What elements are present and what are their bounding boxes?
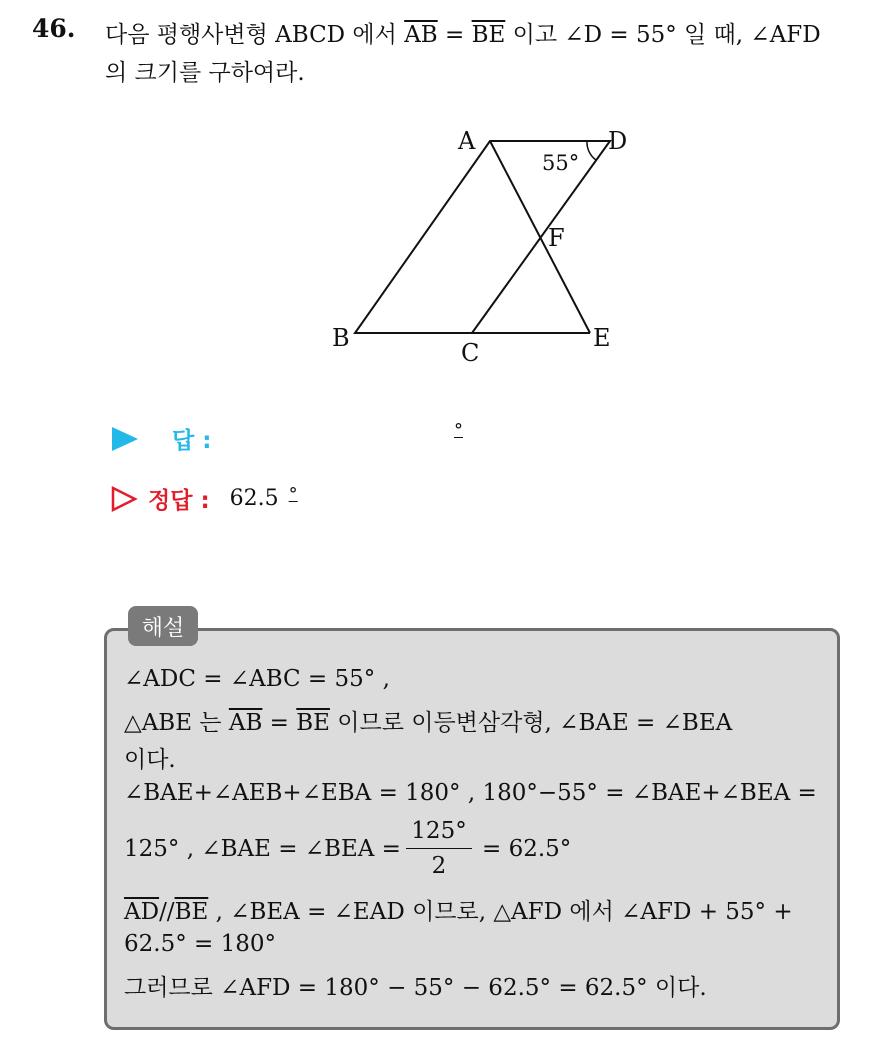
explanation-line-4: ∠BAE+∠AEB+∠EBA = 180° , 180°−55° = ∠BAE+∠BEA = [124,780,817,806]
correct-answer-row [110,482,298,515]
fraction-denominator: 2 [431,853,447,879]
explanation-l2-pre: △ABE 는 [124,710,229,736]
parallelogram-figure [320,118,640,378]
explanation-line-1: ∠ADC = ∠ABC = 55° , [124,666,390,692]
explanation-line-7: 62.5° = 180° [124,931,277,957]
correct-answer-label: 정답 : [148,488,210,514]
question-number: 46. [32,14,76,43]
question-text-post: 이고 ∠D = 55° 일 때, ∠AFD [505,22,821,48]
figure-svg [320,118,640,378]
fraction-125-over-2 [406,818,472,879]
explanation-l6-post: , ∠BEA = ∠EAD 이므로, △AFD 에서 ∠AFD + 55° + [208,899,793,925]
outline-arrow-icon [110,485,138,513]
explanation-l2-post: 이므로 이등변삼각형, ∠BAE = ∠BEA [329,710,733,736]
label-e: E [593,324,611,352]
explanation-line-5-post: = 62.5° [482,836,572,862]
segment-ab: $\overline{AB}$ [404,22,438,48]
label-a: A [458,127,476,155]
answer-row [112,422,211,455]
explanation-line-2 [124,704,732,737]
angle-label: 55° [542,151,580,175]
correct-answer-unit: ° [288,484,298,505]
explanation-line-3: 이다. [124,747,176,773]
angle-d-arc [587,141,596,160]
explanation-line-8: 그러므로 ∠AFD = 180° − 55° − 62.5° = 62.5° 이다. [124,975,707,1001]
question-text-line-1 [105,16,821,49]
fraction-numerator: 125° [406,818,472,849]
explanation-l2-eq: = [262,710,297,736]
question-text-pre: 다음 평행사변형 ABCD 에서 [105,22,405,48]
explanation-tag: 해설 [128,606,198,646]
explanation-segment-be: $\overline{BE}$ [296,710,330,736]
play-arrow-icon [112,427,138,451]
label-d: D [608,127,628,155]
equals-sign: = [437,22,472,48]
parallel-symbol: // [159,899,175,925]
segment-be: $\overline{BE}$ [471,22,506,48]
label-f: F [548,224,565,252]
explanation-segment-ad: $\overline{AD}$ [124,899,160,925]
label-c: C [461,339,480,367]
answer-label: 답 : [172,428,212,454]
explanation-segment-be-2: $\overline{BE}$ [174,899,209,925]
label-b: B [332,324,350,352]
explanation-segment-ab: $\overline{AB}$ [228,710,263,736]
answer-blank[interactable]: ° [454,420,463,441]
correct-answer-value: 62.5 [229,486,279,511]
explanation-line-5-pre: 125° , ∠BAE = ∠BEA = [124,836,401,862]
explanation-line-6 [124,893,793,926]
question-text-line-2: 의 크기를 구하여라. [105,60,305,86]
